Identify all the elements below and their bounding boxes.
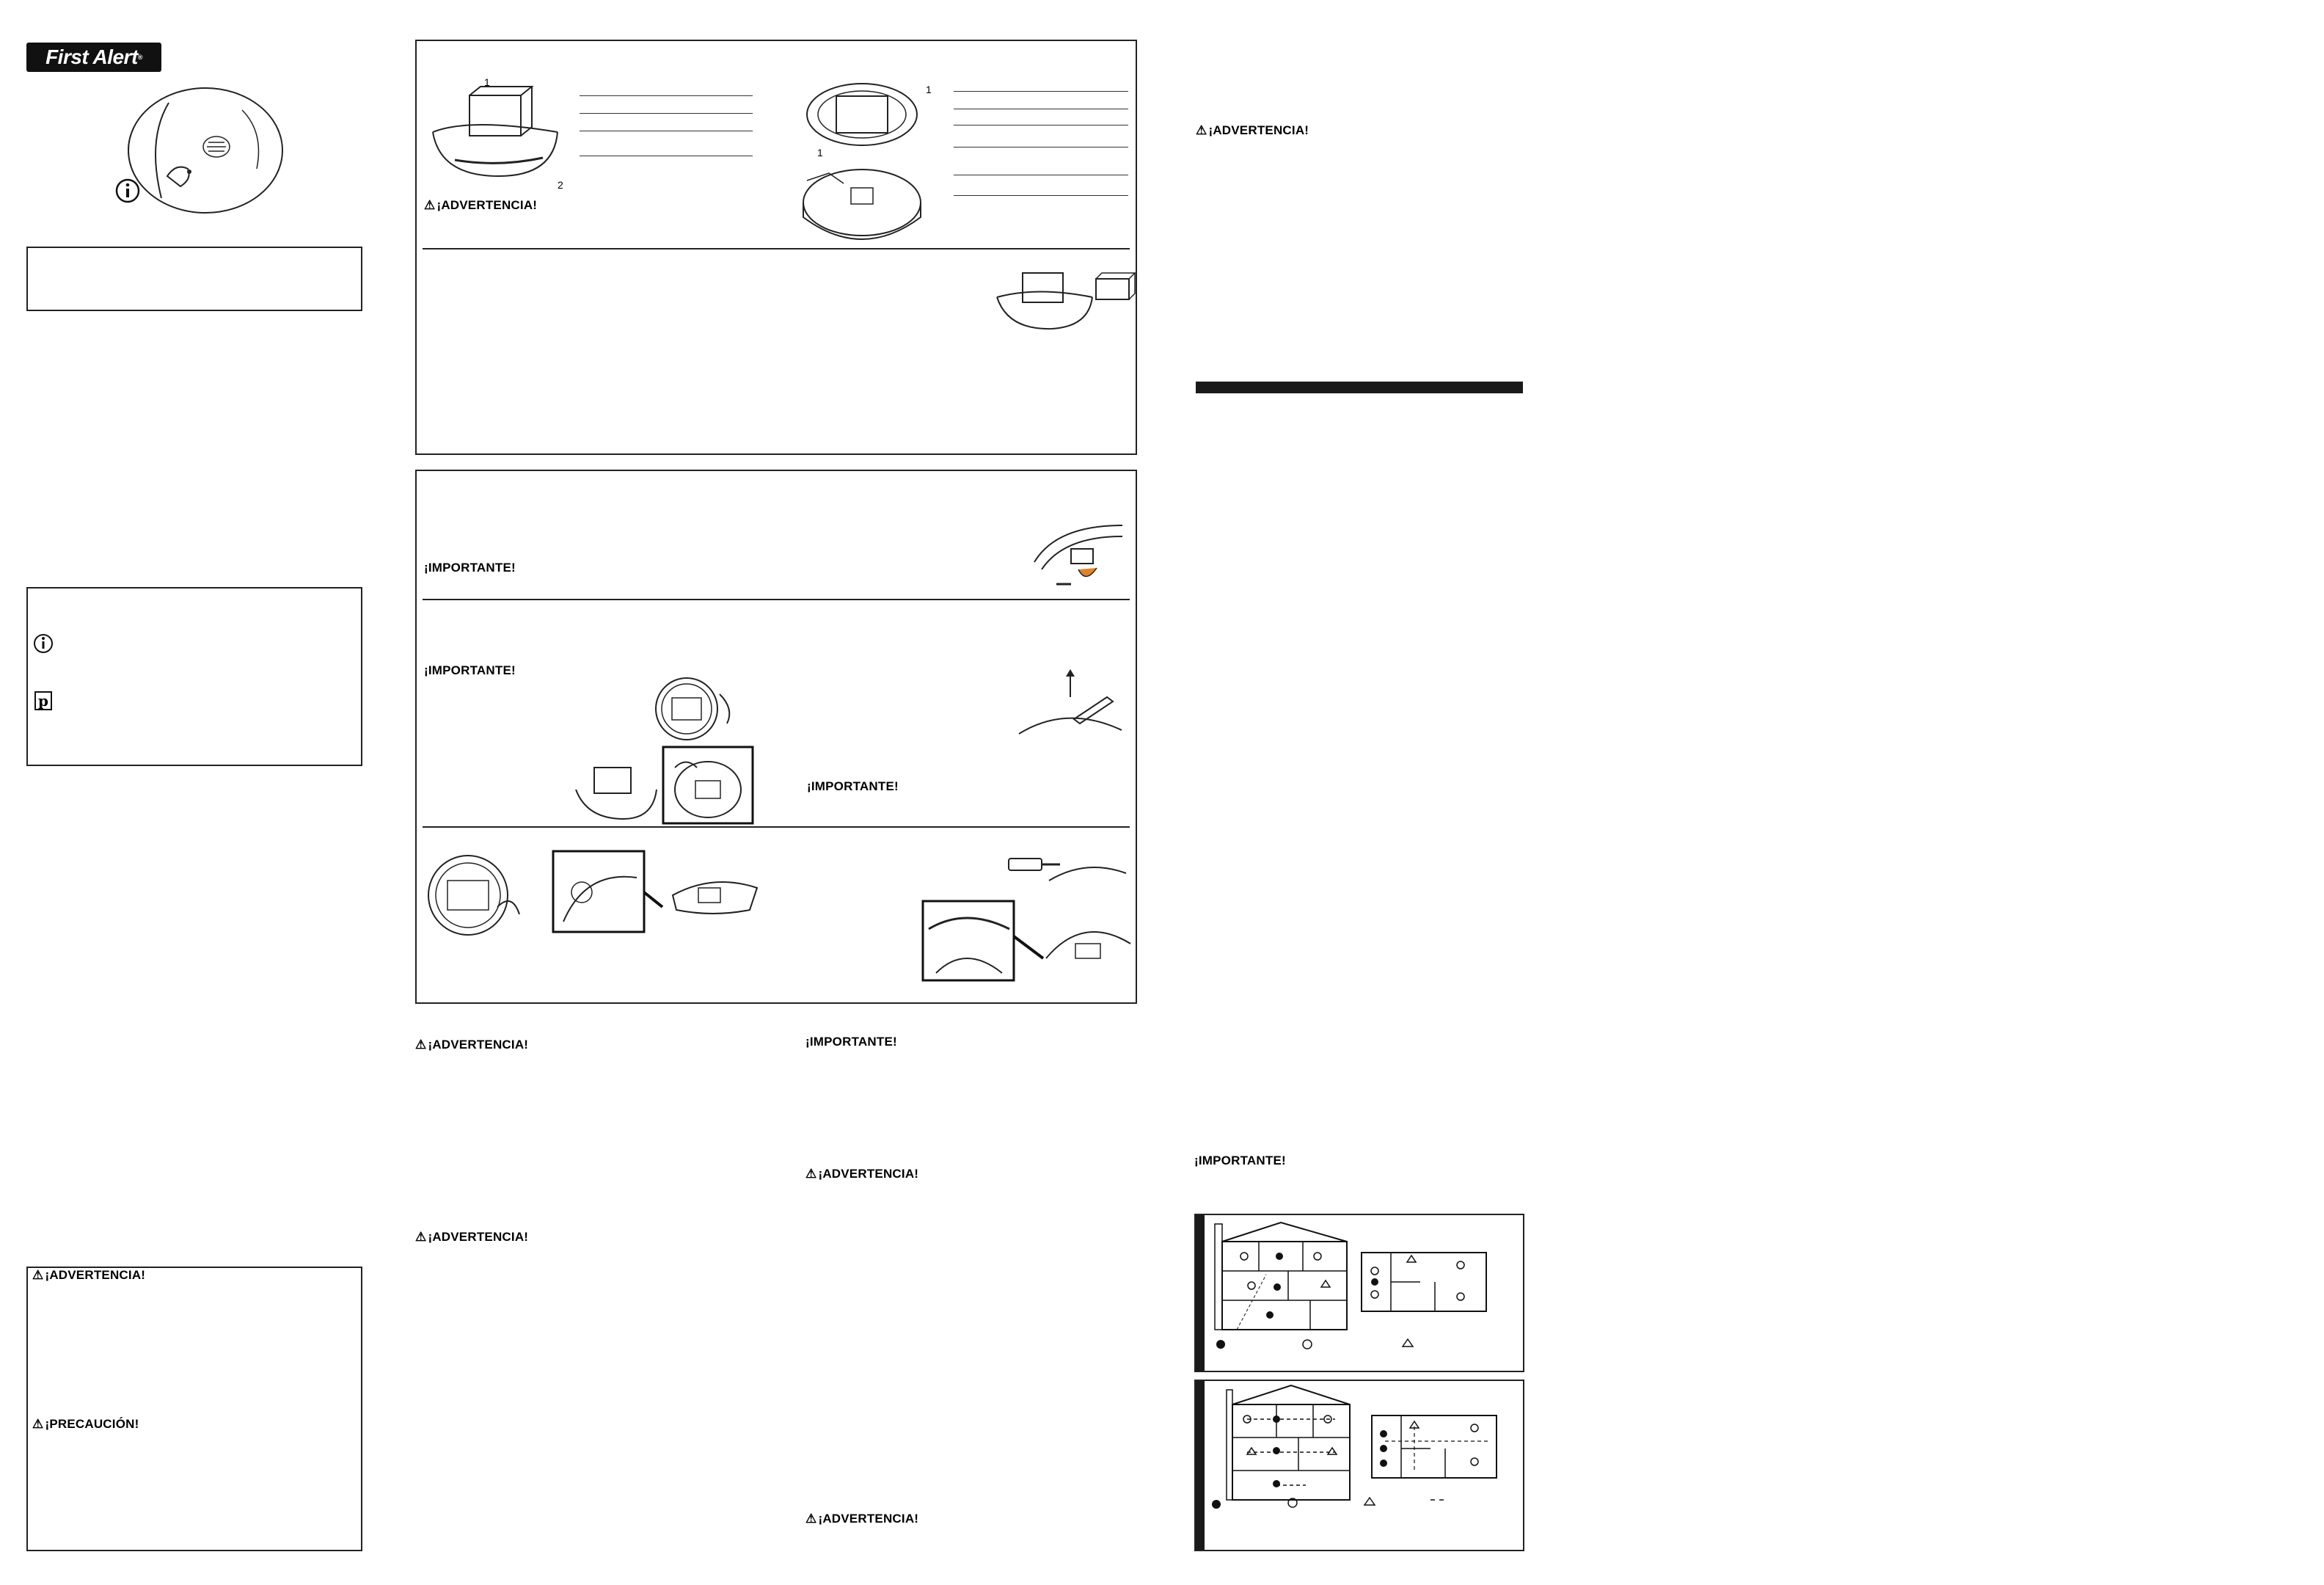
warning-box — [26, 1267, 362, 1551]
important-heading: ¡IMPORTANTE! — [805, 1035, 897, 1049]
house-diagram-1 — [1215, 1220, 1516, 1337]
notice-box — [26, 247, 362, 311]
callout-1: 1 — [926, 84, 932, 95]
screwdriver-illustration — [1015, 668, 1125, 741]
warning-triangle-icon: ⚠ — [1196, 123, 1207, 137]
warning-triangle-icon: ⚠ — [32, 1268, 44, 1282]
warning-heading: ⚠ ¡ADVERTENCIA! — [32, 1268, 146, 1282]
warning-heading: ⚠ ¡ADVERTENCIA! — [805, 1512, 919, 1526]
legend-row-1 — [1215, 1336, 1435, 1353]
important-heading: ¡IMPORTANTE! — [424, 663, 516, 677]
symbol-legend-box — [26, 587, 362, 766]
house-diagram-2 — [1225, 1382, 1519, 1507]
important-heading: ¡IMPORTANTE! — [1194, 1154, 1286, 1167]
alarm-base-illustration — [650, 672, 753, 746]
line — [954, 195, 1128, 196]
p-square-icon: p — [34, 691, 52, 710]
important-heading: ¡IMPORTANTE! — [807, 779, 899, 793]
mounting-plate-illustration — [792, 78, 932, 254]
legend-row-2 — [1210, 1494, 1460, 1512]
alarm-twist-illustration — [921, 900, 1134, 983]
line — [954, 91, 1128, 92]
line — [580, 95, 753, 96]
warning-triangle-icon: ⚠ — [415, 1038, 427, 1052]
callout-1: 1 — [817, 147, 823, 158]
alarm-side-illustration — [669, 866, 764, 925]
divider — [423, 248, 1130, 249]
wire-connector-illustration — [1027, 518, 1130, 591]
warning-heading: ⚠ ¡ADVERTENCIA! — [1196, 123, 1309, 137]
alarm-detach-illustration — [572, 746, 756, 826]
warning-triangle-icon: ⚠ — [805, 1167, 817, 1181]
side-bar — [1196, 1215, 1205, 1371]
brand-logo: First Alert® — [26, 43, 161, 72]
alarm-mount-illustration — [424, 848, 666, 944]
battery-replacement-illustration — [993, 264, 1133, 338]
warning-heading: ⚠ ¡ADVERTENCIA! — [415, 1038, 529, 1052]
warning-triangle-icon: ⚠ — [32, 1417, 44, 1431]
section-bar — [1196, 382, 1523, 393]
important-heading: ¡IMPORTANTE! — [424, 561, 516, 575]
callout-2: 2 — [558, 179, 563, 191]
smoke-alarm-illustration — [117, 81, 286, 220]
screwdriver-twist-illustration — [1005, 851, 1130, 903]
side-bar — [1196, 1381, 1205, 1550]
info-circle-icon — [32, 633, 54, 655]
info-circle-icon — [114, 178, 141, 204]
caution-heading: ⚠ ¡PRECAUCIÓN! — [32, 1417, 139, 1431]
warning-heading: ⚠ ¡ADVERTENCIA! — [415, 1230, 529, 1244]
callout-1: 1 — [484, 76, 490, 88]
divider — [423, 826, 1130, 828]
battery-compartment-illustration — [425, 73, 565, 191]
warning-heading: ⚠ ¡ADVERTENCIA! — [805, 1167, 919, 1181]
warning-triangle-icon: ⚠ — [805, 1512, 817, 1526]
divider — [423, 599, 1130, 600]
line — [580, 113, 753, 114]
warning-triangle-icon: ⚠ — [424, 198, 436, 212]
warning-triangle-icon: ⚠ — [415, 1230, 427, 1244]
warning-heading: ⚠ ¡ADVERTENCIA! — [424, 198, 538, 212]
